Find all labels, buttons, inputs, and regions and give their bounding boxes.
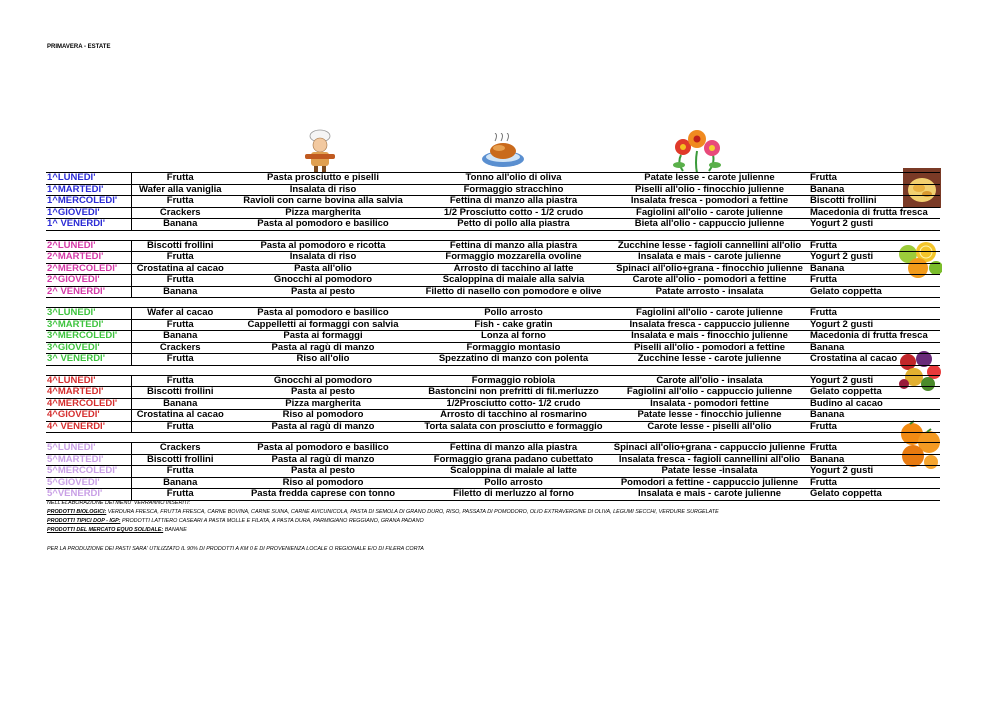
day-cell: 4^GIOVEDI'	[46, 410, 131, 422]
snack-afternoon-cell: Banana	[809, 184, 940, 196]
snack-cell: Frutta	[131, 466, 229, 478]
first-course-cell: Pasta al ragù di manzo	[229, 454, 417, 466]
second-course-cell: Fish - cake gratin	[417, 319, 610, 331]
snack-cell: Banana	[131, 331, 229, 343]
side-dish-cell: Piselli all'olio - finocchio julienne	[610, 184, 809, 196]
first-course-cell: Riso al pomodoro	[229, 477, 417, 489]
first-course-cell: Insalata di riso	[229, 252, 417, 264]
first-course-cell: Pasta al pomodoro e basilico	[229, 219, 417, 231]
menu-row	[46, 421, 940, 433]
menu-row	[46, 196, 940, 208]
footer-bio	[47, 509, 719, 515]
snack-cell: Biscotti frollini	[131, 454, 229, 466]
menu-row	[46, 219, 940, 231]
first-course-cell: Cappelletti ai formaggi con salvia	[229, 319, 417, 331]
snack-afternoon-cell: Frutta	[809, 477, 940, 489]
snack-cell: Wafer al cacao	[131, 308, 229, 320]
day-cell: 4^LUNEDI'	[46, 375, 131, 387]
footer-dop-label: PRODOTTI TIPICI DOP - IGP:	[47, 518, 121, 524]
second-course-cell: Formaggio grana padano cubettato	[417, 454, 610, 466]
snack-afternoon-cell: Banana	[809, 263, 940, 275]
snack-cell: Crackers	[131, 342, 229, 354]
snack-cell: Frutta	[131, 375, 229, 387]
snack-cell: Crackers	[131, 443, 229, 455]
first-course-cell: Riso al pomodoro	[229, 410, 417, 422]
side-dish-cell: Patate arrosto - insalata	[610, 286, 809, 298]
side-dish-cell: Insalata fresca - fagioli cannellini all'olio	[610, 454, 809, 466]
first-course-cell: Pasta al pomodoro e basilico	[229, 443, 417, 455]
snack-cell: Frutta	[131, 319, 229, 331]
day-cell: 1^ VENERDI'	[46, 219, 131, 231]
day-cell: 3^GIOVEDI'	[46, 342, 131, 354]
footer-equo-label: PRODOTTI DEL MERCATO EQUO SOLIDALE:	[47, 527, 164, 533]
day-cell: 5^GIOVEDI'	[46, 477, 131, 489]
menu-row	[46, 275, 940, 287]
snack-cell: Crostatina al cacao	[131, 263, 229, 275]
first-course-cell: Pasta al pesto	[229, 286, 417, 298]
snack-afternoon-cell: Yogurt 2 gusti	[809, 466, 940, 478]
footer-km0: PER LA PRODUZIONE DEI PASTI SARA' UTILIZZATO IL 90% DI PRODOTTI A KM 0 E DI PROVENIENZA LOCALE O REGIONALE E/O DI FILERA CORTA	[47, 546, 424, 552]
chef-boy-picture	[302, 128, 338, 172]
day-cell: 1^GIOVEDI'	[46, 207, 131, 219]
snack-cell: Biscotti frollini	[131, 387, 229, 399]
snack-afternoon-cell: Gelato coppetta	[809, 489, 940, 501]
snack-afternoon-cell: Gelato coppetta	[809, 286, 940, 298]
menu-row	[46, 173, 940, 185]
snack-cell: Banana	[131, 219, 229, 231]
snack-cell: Banana	[131, 477, 229, 489]
footer-equo-text: BANANE	[163, 527, 187, 533]
first-course-cell: Pasta al pomodoro e basilico	[229, 308, 417, 320]
day-cell: 4^MERCOLEDI'	[46, 398, 131, 410]
second-course-cell: Filetto di merluzzo al forno	[417, 489, 610, 501]
side-dish-cell: Patate lesse - finocchio julienne	[610, 410, 809, 422]
side-dish-cell: Insalata e mais - finocchio julienne	[610, 331, 809, 343]
first-course-cell: Pizza margherita	[229, 398, 417, 410]
snack-afternoon-cell: Crostatina al cacao	[809, 354, 940, 366]
menu-row	[46, 454, 940, 466]
snack-afternoon-cell: Macedonia di frutta fresca	[809, 207, 940, 219]
second-course-cell: Formaggio robiola	[417, 375, 610, 387]
side-dish-cell: Insalata - pomodori fettine	[610, 398, 809, 410]
week-separator	[46, 230, 940, 240]
menu-row	[46, 375, 940, 387]
snack-afternoon-cell: Frutta	[809, 308, 940, 320]
first-course-cell: Pasta prosciutto e piselli	[229, 173, 417, 185]
day-cell: 4^MARTEDI'	[46, 387, 131, 399]
menu-row	[46, 240, 940, 252]
menu-row	[46, 207, 940, 219]
menu-row	[46, 263, 940, 275]
menu-row	[46, 342, 940, 354]
second-course-cell: Formaggio stracchino	[417, 184, 610, 196]
day-cell: 3^MERCOLEDI'	[46, 331, 131, 343]
second-course-cell: Scaloppina di maiale alla salvia	[417, 275, 610, 287]
day-cell: 5^MARTEDI'	[46, 454, 131, 466]
snack-afternoon-cell: Frutta	[809, 275, 940, 287]
second-course-cell: Scaloppina di maiale al latte	[417, 466, 610, 478]
snack-cell: Banana	[131, 398, 229, 410]
snack-afternoon-cell: Yogurt 2 gusti	[809, 319, 940, 331]
snack-afternoon-cell: Yogurt 2 gusti	[809, 375, 940, 387]
menu-row	[46, 252, 940, 264]
snack-afternoon-cell: Gelato coppetta	[809, 387, 940, 399]
day-cell: 3^MARTEDI'	[46, 319, 131, 331]
snack-afternoon-cell: Yogurt 2 gusti	[809, 252, 940, 264]
day-cell: 2^ VENERDI'	[46, 286, 131, 298]
snack-afternoon-cell: Biscotti frollini	[809, 196, 940, 208]
menu-row	[46, 354, 940, 366]
side-dish-cell: Spinaci all'olio+grana - finocchio julienne	[610, 263, 809, 275]
side-dish-cell: Carote all'olio - insalata	[610, 375, 809, 387]
day-cell: 3^LUNEDI'	[46, 308, 131, 320]
menu-row	[46, 443, 940, 455]
day-cell: 1^MARTEDI'	[46, 184, 131, 196]
footer-dop	[47, 518, 424, 524]
side-dish-cell: Insalata e mais - carote julienne	[610, 489, 809, 501]
side-dish-cell: Patate lesse - carote julienne	[610, 173, 809, 185]
second-course-cell: Filetto di nasello con pomodore e olive	[417, 286, 610, 298]
second-course-cell: Fettina di manzo alla piastra	[417, 196, 610, 208]
menu-row	[46, 331, 940, 343]
side-dish-cell: Fagiolini all'olio - carote julienne	[610, 207, 809, 219]
roast-chicken-picture	[481, 133, 525, 169]
day-cell: 2^MARTEDI'	[46, 252, 131, 264]
day-cell: 1^MERCOLEDI'	[46, 196, 131, 208]
first-course-cell: Insalata di riso	[229, 184, 417, 196]
footer-bio-text: VERDURA FRESCA, FRUTTA FRESCA, CARNE BOVINA, CARNE SUINA, CARNE AVICUNICOLA, PASTA DI SEMOLA DI GRANO DURO, RISO, PASSATA DI POMODORO, OLIO EXTRAVERGINE DI OLIVA, LEGUMI SECCHI, VERDURE SURGELATE	[106, 509, 719, 515]
second-course-cell: Tonno all'olio di oliva	[417, 173, 610, 185]
menu-row	[46, 286, 940, 298]
snack-cell: Frutta	[131, 196, 229, 208]
flowers-picture	[671, 129, 723, 173]
day-cell: 5^MERCOLEDI'	[46, 466, 131, 478]
snack-cell: Crostatina al cacao	[131, 410, 229, 422]
first-course-cell: Pizza margherita	[229, 207, 417, 219]
snack-cell: Biscotti frollini	[131, 240, 229, 252]
week-separator	[46, 433, 940, 443]
day-cell: 1^LUNEDI'	[46, 173, 131, 185]
second-course-cell: Torta salata con prosciutto e formaggio	[417, 421, 610, 433]
second-course-cell: Formaggio montasio	[417, 342, 610, 354]
side-dish-cell: Zucchine lesse - fagioli cannellini all'olio	[610, 240, 809, 252]
side-dish-cell: Insalata e mais - carote julienne	[610, 252, 809, 264]
footer-bio-label: PRODOTTI BIOLOGICI:	[47, 509, 107, 515]
second-course-cell: Fettina di manzo alla piastra	[417, 240, 610, 252]
first-course-cell: Pasta ai formaggi	[229, 331, 417, 343]
snack-cell: Banana	[131, 286, 229, 298]
second-course-cell: Petto di pollo alla piastra	[417, 219, 610, 231]
day-cell: 5^VENERDI'	[46, 489, 131, 501]
second-course-cell: Arrosto di tacchino al latte	[417, 263, 610, 275]
second-course-cell: Bastoncini non prefritti di fil.merluzzo	[417, 387, 610, 399]
first-course-cell: Pasta all'olio	[229, 263, 417, 275]
second-course-cell: Spezzatino di manzo con polenta	[417, 354, 610, 366]
day-cell: 2^GIOVEDI'	[46, 275, 131, 287]
second-course-cell: Lonza al forno	[417, 331, 610, 343]
snack-afternoon-cell: Frutta	[809, 421, 940, 433]
snack-cell: Crackers	[131, 207, 229, 219]
menu-row	[46, 398, 940, 410]
side-dish-cell: Fagiolini all'olio - cappuccio julienne	[610, 387, 809, 399]
snack-afternoon-cell: Budino al cacao	[809, 398, 940, 410]
snack-afternoon-cell: Frutta	[809, 443, 940, 455]
first-course-cell: Pasta al ragù di manzo	[229, 421, 417, 433]
menu-row	[46, 410, 940, 422]
snack-cell: Wafer alla vaniglia	[131, 184, 229, 196]
snack-cell: Frutta	[131, 489, 229, 501]
side-dish-cell: Insalata fresca - cappuccio julienne	[610, 319, 809, 331]
snack-cell: Frutta	[131, 421, 229, 433]
second-course-cell: Arrosto di tacchino al rosmarino	[417, 410, 610, 422]
week-separator	[46, 365, 940, 375]
menu-row	[46, 477, 940, 489]
snack-afternoon-cell: Macedonia di frutta fresca	[809, 331, 940, 343]
snack-cell: Frutta	[131, 354, 229, 366]
snack-afternoon-cell: Banana	[809, 454, 940, 466]
day-cell: 2^MERCOLEDI'	[46, 263, 131, 275]
first-course-cell: Pasta al pesto	[229, 387, 417, 399]
snack-cell: Frutta	[131, 252, 229, 264]
menu-row	[46, 184, 940, 196]
side-dish-cell: Patate lesse -insalata	[610, 466, 809, 478]
first-course-cell: Gnocchi al pomodoro	[229, 275, 417, 287]
side-dish-cell: Fagiolini all'olio - carote julienne	[610, 308, 809, 320]
second-course-cell: Formaggio mozzarella ovoline	[417, 252, 610, 264]
first-course-cell: Pasta al pesto	[229, 466, 417, 478]
first-course-cell: Gnocchi al pomodoro	[229, 375, 417, 387]
weekly-menu-table	[46, 172, 940, 501]
snack-afternoon-cell: Banana	[809, 342, 940, 354]
day-cell: 5^LUNEDI'	[46, 443, 131, 455]
first-course-cell: Ravioli con carne bovina alla salvia	[229, 196, 417, 208]
snack-cell: Frutta	[131, 173, 229, 185]
menu-row	[46, 319, 940, 331]
snack-afternoon-cell: Yogurt 2 gusti	[809, 219, 940, 231]
side-dish-cell: Piselli all'olio - pomodori a fettine	[610, 342, 809, 354]
side-dish-cell: Carote lesse - piselli all'olio	[610, 421, 809, 433]
week-separator	[46, 298, 940, 308]
footer-dop-text: PRODOTTI LATTIERO CASEARI A PASTA MOLLE E FILATA, A PASTA DURA, PARMIGIANO REGGIANO, GRANA PADANO	[120, 518, 424, 524]
menu-row	[46, 308, 940, 320]
side-dish-cell: Carote all'olio - pomodori a fettine	[610, 275, 809, 287]
first-course-cell: Pasta al ragù di manzo	[229, 342, 417, 354]
menu-row	[46, 387, 940, 399]
snack-afternoon-cell: Frutta	[809, 173, 940, 185]
snack-afternoon-cell: Frutta	[809, 240, 940, 252]
snack-cell: Frutta	[131, 275, 229, 287]
first-course-cell: Pasta al pomodoro e ricotta	[229, 240, 417, 252]
menu-row	[46, 466, 940, 478]
second-course-cell: Pollo arrosto	[417, 308, 610, 320]
footer-equo	[47, 527, 187, 533]
side-dish-cell: Spinaci all'olio+grana - cappuccio julienne	[610, 443, 809, 455]
second-course-cell: Fettina di manzo alla piastra	[417, 443, 610, 455]
side-dish-cell: Pomodori a fettine - cappuccio julienne	[610, 477, 809, 489]
footer-intro: NELL'ELABORAZIONE DEI MENU' VERRANNO INSERITI:	[47, 500, 191, 506]
second-course-cell: 1/2 Prosciutto cotto - 1/2 crudo	[417, 207, 610, 219]
side-dish-cell: Bieta all'olio - cappuccio julienne	[610, 219, 809, 231]
day-cell: 4^ VENERDI'	[46, 421, 131, 433]
menu-row	[46, 489, 940, 501]
second-course-cell: Pollo arrosto	[417, 477, 610, 489]
snack-afternoon-cell: Banana	[809, 410, 940, 422]
page-title: PRIMAVERA - ESTATE	[47, 44, 111, 50]
day-cell: 3^ VENERDI'	[46, 354, 131, 366]
side-dish-cell: Insalata fresca - pomodori a fettine	[610, 196, 809, 208]
first-course-cell: Pasta fredda caprese con tonno	[229, 489, 417, 501]
first-course-cell: Riso all'olio	[229, 354, 417, 366]
side-dish-cell: Zucchine lesse - carote julienne	[610, 354, 809, 366]
day-cell: 2^LUNEDI'	[46, 240, 131, 252]
second-course-cell: 1/2Prosciutto cotto- 1/2 crudo	[417, 398, 610, 410]
